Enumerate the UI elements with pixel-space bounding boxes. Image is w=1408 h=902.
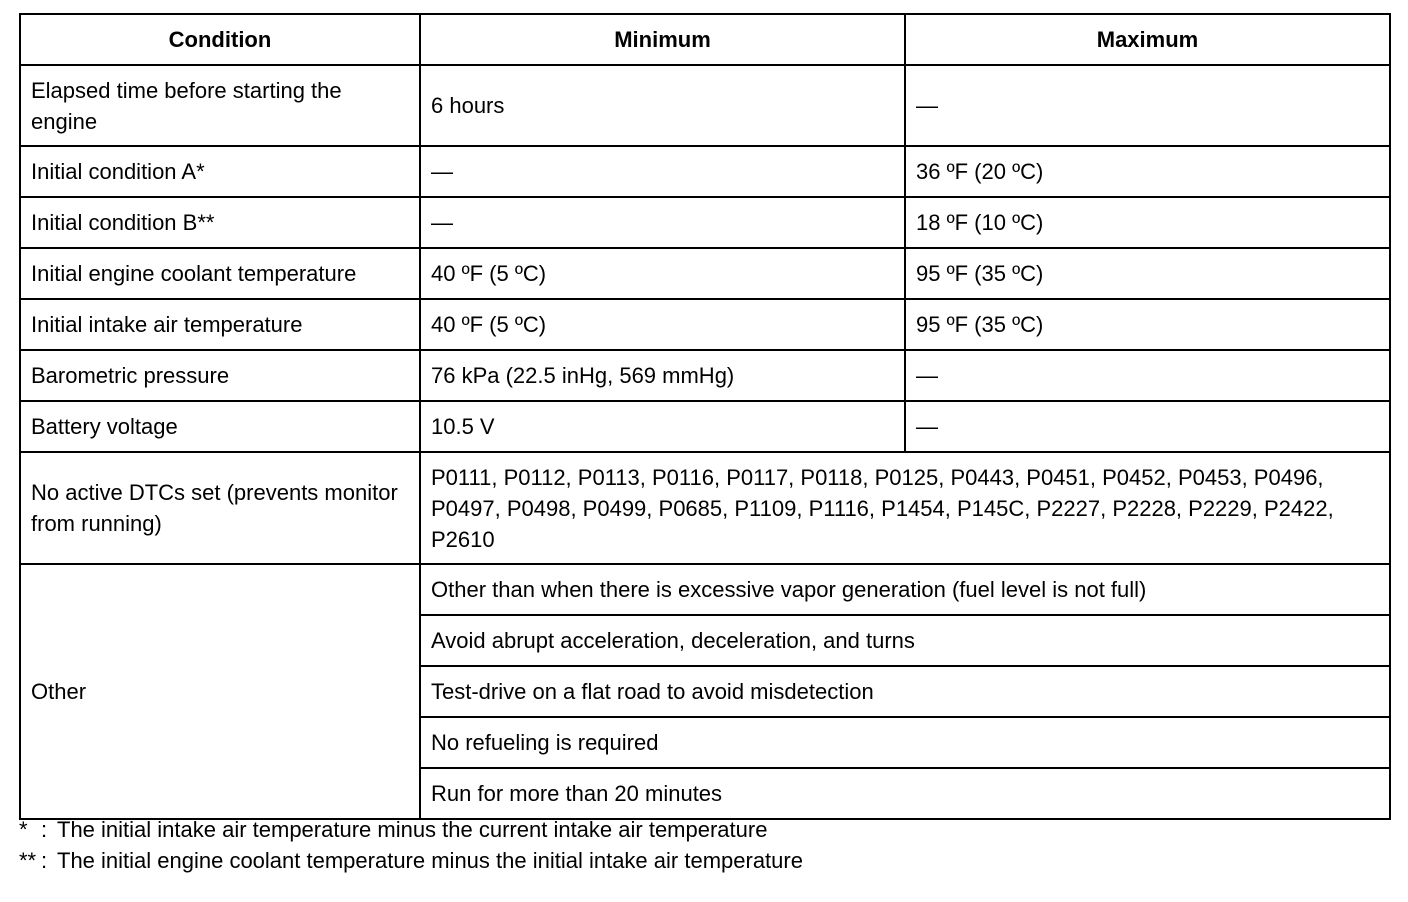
condition-cell: Initial condition B** — [20, 197, 420, 248]
header-row — [20, 14, 1390, 65]
other-item-cell: Test-drive on a flat road to avoid misdetection — [420, 666, 1390, 717]
other-item-cell: Avoid abrupt acceleration, deceleration, and turns — [420, 615, 1390, 666]
footnote — [19, 814, 803, 845]
maximum-cell: — — [905, 401, 1390, 452]
table-row — [20, 350, 1390, 401]
conditions-table — [19, 13, 1391, 820]
minimum-cell: 6 hours — [420, 65, 905, 146]
header-condition: Condition — [20, 14, 420, 65]
condition-cell: Barometric pressure — [20, 350, 420, 401]
footnote-text: The initial intake air temperature minus the current intake air temperature — [57, 817, 768, 842]
dtc-codes-cell: P0111, P0112, P0113, P0116, P0117, P0118, P0125, P0443, P0451, P0452, P0453, P0496, P0497, P0498, P0499, P0685, P1109, P1116, P1454, P145C, P2227, P2228, P2229, P2422, P2610 — [420, 452, 1390, 564]
footnote-colon: : — [41, 817, 48, 842]
minimum-cell: — — [420, 197, 905, 248]
dtc-row — [20, 452, 1390, 564]
condition-cell: Initial intake air temperature — [20, 299, 420, 350]
header-maximum: Maximum — [905, 14, 1390, 65]
footnote — [19, 845, 803, 876]
maximum-cell: 95 ºF (35 ºC) — [905, 299, 1390, 350]
footnotes — [19, 814, 803, 876]
maximum-cell: 95 ºF (35 ºC) — [905, 248, 1390, 299]
table-row — [20, 65, 1390, 146]
minimum-cell: 40 ºF (5 ºC) — [420, 299, 905, 350]
minimum-cell: 40 ºF (5 ºC) — [420, 248, 905, 299]
footnote-text: The initial engine coolant temperature minus the initial intake air temperature — [57, 848, 803, 873]
maximum-cell: 18 ºF (10 ºC) — [905, 197, 1390, 248]
minimum-cell: 76 kPa (22.5 inHg, 569 mmHg) — [420, 350, 905, 401]
maximum-cell: — — [905, 65, 1390, 146]
table-row — [20, 248, 1390, 299]
table-row — [20, 197, 1390, 248]
footnote-mark: ** — [19, 848, 37, 873]
condition-cell: Battery voltage — [20, 401, 420, 452]
condition-cell: Initial engine coolant temperature — [20, 248, 420, 299]
other-row — [20, 564, 1390, 615]
table-row — [20, 146, 1390, 197]
table-row — [20, 401, 1390, 452]
dtc-condition-cell: No active DTCs set (prevents monitor from running) — [20, 452, 420, 564]
footnote-mark: * — [19, 817, 28, 842]
other-item-cell: Run for more than 20 minutes — [420, 768, 1390, 819]
maximum-cell: 36 ºF (20 ºC) — [905, 146, 1390, 197]
other-item-cell: No refueling is required — [420, 717, 1390, 768]
other-condition-cell: Other — [20, 564, 420, 819]
footnote-colon: : — [41, 848, 48, 873]
table-row — [20, 299, 1390, 350]
other-item-cell: Other than when there is excessive vapor generation (fuel level is not full) — [420, 564, 1390, 615]
condition-cell: Initial condition A* — [20, 146, 420, 197]
minimum-cell: 10.5 V — [420, 401, 905, 452]
minimum-cell: — — [420, 146, 905, 197]
condition-cell: Elapsed time before starting the engine — [20, 65, 420, 146]
conditions-table-container — [19, 13, 1391, 820]
maximum-cell: — — [905, 350, 1390, 401]
header-minimum: Minimum — [420, 14, 905, 65]
